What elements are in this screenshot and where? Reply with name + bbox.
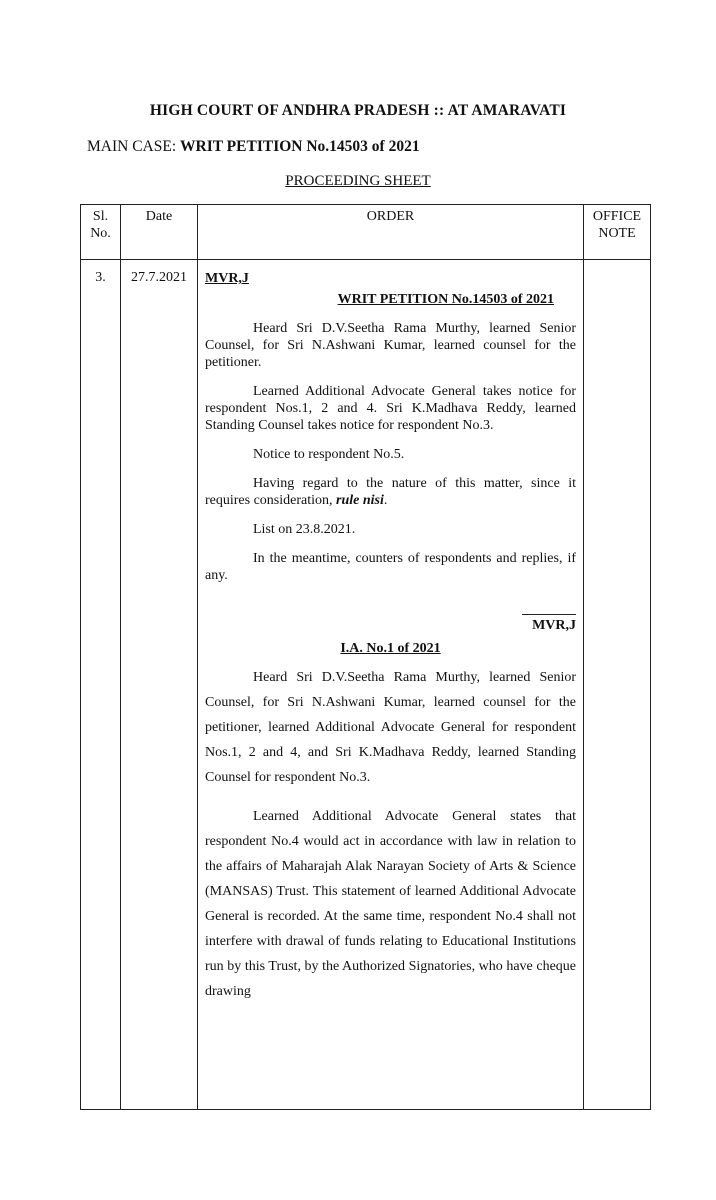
judge-initials: MVR,J xyxy=(205,271,249,286)
judge-initials-signature: MVR,J xyxy=(532,618,576,633)
signature-line xyxy=(522,614,576,615)
rule-nisi-text: rule nisi xyxy=(336,493,384,508)
column-header-office-note: OFFICE NOTE xyxy=(584,205,651,260)
order-paragraph: Learned Additional Advocate General takes notice for respondent Nos.1, 2 and 4. Sri K.Madhava Reddy, learned Standing Counsel takes notice for respondent No.3. xyxy=(205,384,576,433)
order-paragraph: List on 23.8.2021. xyxy=(253,522,356,537)
order-paragraph xyxy=(205,475,576,509)
case-heading: WRIT PETITION No.14503 of 2021 xyxy=(337,292,554,307)
column-header-sl-no: Sl. No. xyxy=(81,205,121,260)
table-header-row xyxy=(81,205,651,260)
main-case-label: MAIN CASE: xyxy=(87,138,177,155)
proceeding-table xyxy=(80,204,651,1110)
row-order xyxy=(198,260,584,1110)
main-case-line xyxy=(87,138,420,156)
order-paragraph: In the meantime, counters of respondents and replies, if any. xyxy=(205,551,576,583)
row-office-note xyxy=(584,260,651,1110)
order-paragraph: Heard Sri D.V.Seetha Rama Murthy, learned Senior Counsel, for Sri N.Ashwani Kumar, learned counsel for the petitioner, learned Additional Advocate General for respondent Nos.1, 2 and 4, and Sri K.Madhava Reddy, learned Standing Counsel for respondent No.3. xyxy=(205,670,576,785)
court-title: HIGH COURT OF ANDHRA PRADESH :: AT AMARAVATI xyxy=(149,102,567,119)
row-date: 27.7.2021 xyxy=(121,260,198,1110)
row-sl-no: 3. xyxy=(81,260,121,1110)
column-header-date: Date xyxy=(121,205,198,260)
order-paragraph: Heard Sri D.V.Seetha Rama Murthy, learned Senior Counsel, for Sri N.Ashwani Kumar, learned counsel for the petitioner. xyxy=(205,321,576,370)
table-row xyxy=(81,260,651,1110)
order-paragraph: Notice to respondent No.5. xyxy=(253,447,405,462)
para-text: . xyxy=(383,493,388,508)
column-header-order: ORDER xyxy=(198,205,584,260)
main-case-number: WRIT PETITION No.14503 of 2021 xyxy=(180,138,420,155)
order-paragraph: Learned Additional Advocate General states that respondent No.4 would act in accordance with law in relation to the affairs of Maharajah Alak Narayan Society of Arts & Science (MANSAS) Trust. This statement of learned Additional Advocate General is recorded. At the same time, respondent No.4 shall not interfere with drawal of funds relating to Educational Institutions run by this Trust, by the Authorized Signatories, who have cheque drawing xyxy=(205,809,576,999)
ia-heading: I.A. No.1 of 2021 xyxy=(340,641,441,656)
proceeding-sheet-title: PROCEEDING SHEET xyxy=(285,173,431,189)
para-text: Having regard to the nature of this matter, since it requires consideration, xyxy=(205,476,576,508)
